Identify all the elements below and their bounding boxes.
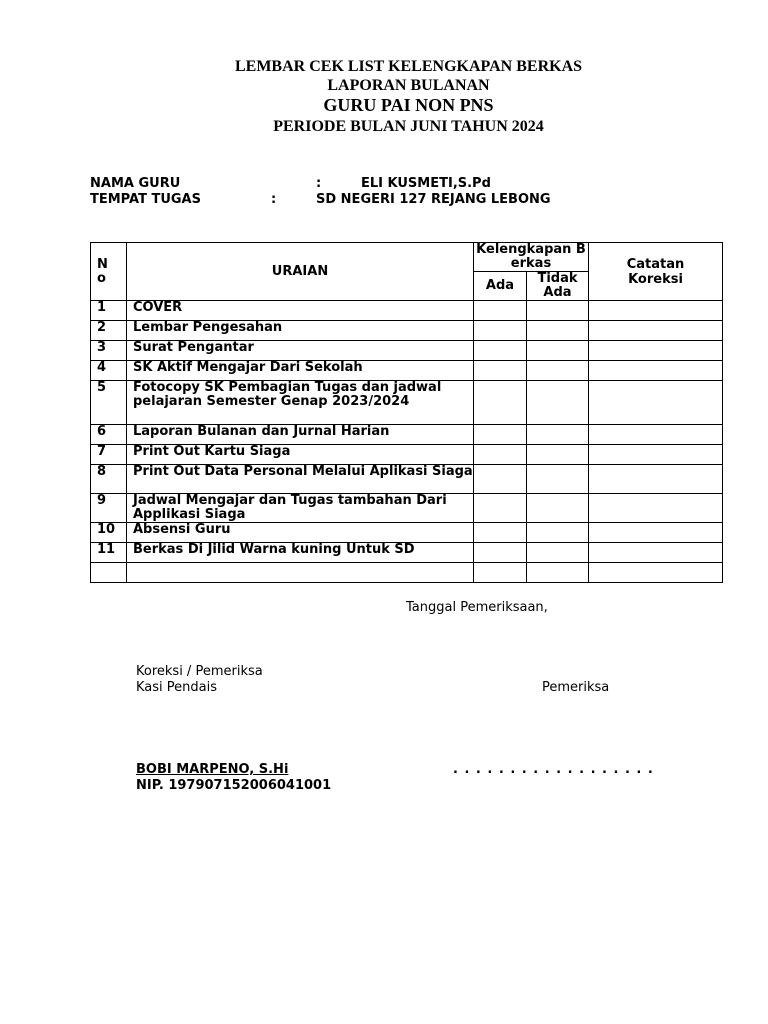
table-row bbox=[91, 465, 723, 494]
row-catatan bbox=[589, 563, 723, 583]
table-row bbox=[91, 301, 723, 321]
row-uraian: Surat Pengantar bbox=[127, 341, 474, 361]
row-uraian bbox=[127, 563, 474, 583]
row-tidak-ada bbox=[527, 445, 589, 465]
row-ada bbox=[474, 465, 527, 494]
row-no: 7 bbox=[91, 445, 127, 465]
table-row bbox=[91, 381, 723, 425]
table-row bbox=[91, 321, 723, 341]
header-ada: Ada bbox=[474, 272, 527, 301]
header-no: N o bbox=[91, 243, 127, 301]
row-no: 2 bbox=[91, 321, 127, 341]
row-ada bbox=[474, 523, 527, 543]
row-uraian: Print Out Data Personal Melalui Aplikasi Siaga bbox=[127, 465, 474, 494]
table-row bbox=[91, 543, 723, 563]
row-catatan bbox=[589, 361, 723, 381]
header-kelengkapan-text: Kelengkapan Berkas bbox=[476, 242, 586, 271]
row-catatan bbox=[589, 425, 723, 445]
kasi-pendais-label: Kasi Pendais bbox=[136, 680, 217, 695]
table-row bbox=[91, 425, 723, 445]
row-no: 4 bbox=[91, 361, 127, 381]
title-line-3: GURU PAI NON PNS bbox=[323, 95, 494, 115]
table-row bbox=[91, 523, 723, 543]
tanggal-pemeriksaan: Tanggal Pemeriksaan, bbox=[406, 600, 548, 615]
row-ada bbox=[474, 361, 527, 381]
row-ada bbox=[474, 494, 527, 523]
row-uraian: Fotocopy SK Pembagian Tugas dan jadwal pelajaran Semester Genap 2023/2024 bbox=[127, 381, 474, 425]
row-uraian: Laporan Bulanan dan Jurnal Harian bbox=[127, 425, 474, 445]
title-line-1: LEMBAR CEK LIST KELENGKAPAN BERKAS bbox=[234, 58, 583, 75]
title-line-4: PERIODE BULAN JUNI TAHUN 2024 bbox=[273, 118, 544, 135]
row-catatan bbox=[589, 381, 723, 425]
kasi-name: BOBI MARPENO, S.Hi bbox=[136, 762, 289, 777]
row-no bbox=[91, 563, 127, 583]
tempat-tugas-colon: : bbox=[271, 192, 277, 207]
row-ada bbox=[474, 563, 527, 583]
row-tidak-ada bbox=[527, 361, 589, 381]
row-catatan bbox=[589, 543, 723, 563]
row-no: 11 bbox=[91, 543, 127, 563]
header-uraian: URAIAN bbox=[127, 243, 474, 301]
table-row bbox=[91, 563, 723, 583]
row-catatan bbox=[589, 523, 723, 543]
row-catatan bbox=[589, 301, 723, 321]
header-tidak-ada bbox=[527, 272, 589, 301]
table-row bbox=[91, 341, 723, 361]
row-ada bbox=[474, 321, 527, 341]
tempat-tugas-value: SD NEGERI 127 REJANG LEBONG bbox=[316, 192, 551, 207]
table-row bbox=[91, 445, 723, 465]
row-uraian: Jadwal Mengajar dan Tugas tambahan Dari Applikasi Siaga bbox=[127, 494, 474, 523]
table-row bbox=[91, 361, 723, 381]
row-tidak-ada bbox=[527, 465, 589, 494]
row-uraian: Berkas Di Jilid Warna kuning Untuk SD bbox=[127, 543, 474, 563]
tempat-tugas-label: TEMPAT TUGAS bbox=[90, 192, 201, 207]
row-uraian: SK Aktif Mengajar Dari Sekolah bbox=[127, 361, 474, 381]
row-tidak-ada bbox=[527, 543, 589, 563]
row-catatan bbox=[589, 321, 723, 341]
row-tidak-ada bbox=[527, 494, 589, 523]
row-tidak-ada bbox=[527, 563, 589, 583]
kasi-nip: NIP. 197907152006041001 bbox=[136, 778, 332, 793]
header-catatan bbox=[589, 243, 723, 301]
row-ada bbox=[474, 425, 527, 445]
row-no: 9 bbox=[91, 494, 127, 523]
row-no: 1 bbox=[91, 301, 127, 321]
koreksi-pemeriksa-label: Koreksi / Pemeriksa bbox=[136, 664, 263, 679]
row-tidak-ada bbox=[527, 321, 589, 341]
nama-guru-label: NAMA GURU bbox=[90, 176, 181, 191]
row-catatan bbox=[589, 341, 723, 361]
document-title bbox=[0, 57, 768, 137]
row-no: 10 bbox=[91, 523, 127, 543]
row-uraian: Print Out Kartu Siaga bbox=[127, 445, 474, 465]
row-tidak-ada bbox=[527, 341, 589, 361]
header-kelengkapan bbox=[474, 243, 589, 272]
row-catatan bbox=[589, 445, 723, 465]
header-catatan-text: Catatan Koreksi bbox=[626, 256, 685, 287]
table-row bbox=[91, 494, 723, 523]
nama-guru-value: ELI KUSMETI,S.Pd bbox=[361, 176, 491, 191]
pemeriksa-signature-dots: . . . . . . . . . . . . . . . . . . bbox=[453, 762, 654, 777]
row-tidak-ada bbox=[527, 425, 589, 445]
row-no: 3 bbox=[91, 341, 127, 361]
row-tidak-ada bbox=[527, 523, 589, 543]
pemeriksa-label: Pemeriksa bbox=[542, 680, 610, 695]
row-ada bbox=[474, 445, 527, 465]
row-tidak-ada bbox=[527, 301, 589, 321]
title-line-2: LAPORAN BULANAN bbox=[327, 77, 490, 94]
row-uraian: Absensi Guru bbox=[127, 523, 474, 543]
header-tidak-ada-text: Tidak Ada bbox=[537, 271, 578, 300]
row-tidak-ada bbox=[527, 381, 589, 425]
row-no: 5 bbox=[91, 381, 127, 425]
row-no: 6 bbox=[91, 425, 127, 445]
row-uraian: COVER bbox=[127, 301, 474, 321]
row-catatan bbox=[589, 465, 723, 494]
row-ada bbox=[474, 543, 527, 563]
row-ada bbox=[474, 341, 527, 361]
row-ada bbox=[474, 301, 527, 321]
row-catatan bbox=[589, 494, 723, 523]
row-no: 8 bbox=[91, 465, 127, 494]
checklist-table bbox=[90, 242, 723, 583]
row-uraian: Lembar Pengesahan bbox=[127, 321, 474, 341]
nama-guru-colon: : bbox=[316, 176, 322, 191]
row-ada bbox=[474, 381, 527, 425]
